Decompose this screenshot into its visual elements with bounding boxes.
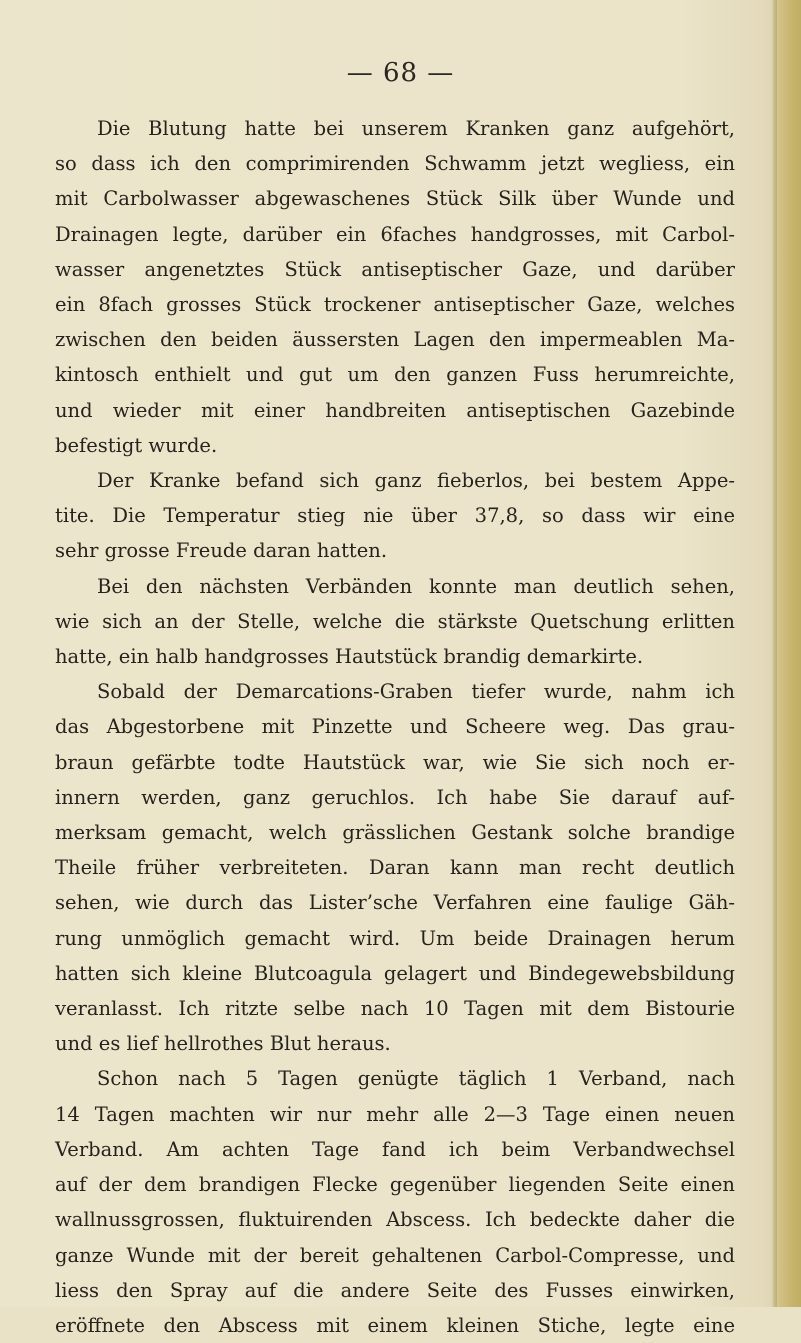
text-line: Der Kranke befand sich ganz fieberlos, bei bestem Appe- <box>97 469 735 493</box>
text-line: braun gefärbte todte Hautstück war, wie Sie sich noch er- <box>55 750 735 774</box>
text-line: kintosch enthielt und gut um den ganzen Fuss herumreichte, <box>55 363 735 387</box>
text-line: Die Blutung hatte bei unserem Kranken ganz aufgehört, <box>97 117 735 140</box>
text-line: zwischen den beiden äussersten Lagen den impermeablen Ma- <box>55 328 735 352</box>
text-line: das Abgestorbene mit Pinzette und Scheere weg. Das grau- <box>55 715 735 739</box>
text-line: eröffnete den Abscess mit einem kleinen Stiche, legte eine <box>55 1313 735 1337</box>
text-line: Verband. Am achten Tage fand ich beim Verbandwechsel <box>55 1137 735 1161</box>
text-line: Drainagen legte, darüber ein 6faches handgrosses, mit Carbol- <box>55 222 735 246</box>
text-line: 14 Tagen machten wir nur mehr alle 2—3 Tage einen neuen <box>55 1102 735 1126</box>
text-line: wasser angenetztes Stück antiseptischer Gaze, und darüber <box>55 257 735 281</box>
text-line: hatte, ein halb handgrosses Hautstück brandig demarkirte. <box>55 645 644 669</box>
text-line: und es lief hellrothes Blut heraus. <box>55 1032 391 1056</box>
text-line: veranlasst. Ich ritzte selbe nach 10 Tagen mit dem Bistourie <box>55 997 735 1021</box>
text-line: sehr grosse Freude daran hatten. <box>55 539 388 563</box>
text-line: Theile früher verbreiteten. Daran kann man recht deutlich <box>55 856 735 880</box>
text-line: rung unmöglich gemacht wird. Um beide Drainagen herum <box>55 926 735 950</box>
page-edge <box>773 0 801 1307</box>
text-line: so dass ich den comprimirenden Schwamm jetzt wegliess, ein <box>55 152 735 176</box>
body-text <box>55 111 735 1343</box>
text-line: sehen, wie durch das Lister’sche Verfahren eine faulige Gäh- <box>55 891 735 915</box>
text-line: befestigt wurde. <box>55 433 218 457</box>
text-line: hatten sich kleine Blutcoagula gelagert und Bindegewebsbildung <box>55 961 735 985</box>
text-line: tite. Die Temperatur stieg nie über 37,8, so dass wir eine <box>55 504 735 528</box>
text-line: Bei den nächsten Verbänden konnte man deutlich sehen, <box>97 574 735 598</box>
text-line: wallnussgrossen, fluktuirenden Abscess. Ich bedeckte daher die <box>55 1208 735 1232</box>
text-line: innern werden, ganz geruchlos. Ich habe Sie darauf auf- <box>55 785 735 809</box>
page-fold-shadow <box>771 0 777 1307</box>
text-line: merksam gemacht, welch grässlichen Gestank solche brandige <box>55 821 735 845</box>
text-line: liess den Spray auf die andere Seite des Fusses einwirken, <box>55 1278 735 1302</box>
text-line: ein 8fach grosses Stück trockener antiseptischer Gaze, welches <box>55 293 735 317</box>
text-line: Sobald der Demarcations-Graben tiefer wurde, nahm ich <box>97 680 735 704</box>
text-line: auf der dem brandigen Flecke gegenüber liegenden Seite einen <box>55 1173 735 1197</box>
text-line: ganze Wunde mit der bereit gehaltenen Carbol-Compresse, und <box>55 1243 735 1267</box>
text-line: Schon nach 5 Tagen genügte täglich 1 Verband, nach <box>97 1067 735 1091</box>
page-number: — 68 — <box>346 58 455 88</box>
text-line: und wieder mit einer handbreiten antiseptischen Gazebinde <box>55 398 735 422</box>
text-line: mit Carbolwasser abgewaschenes Stück Silk über Wunde und <box>55 187 735 211</box>
text-line: wie sich an der Stelle, welche die stärkste Quetschung erlitten <box>55 609 735 633</box>
